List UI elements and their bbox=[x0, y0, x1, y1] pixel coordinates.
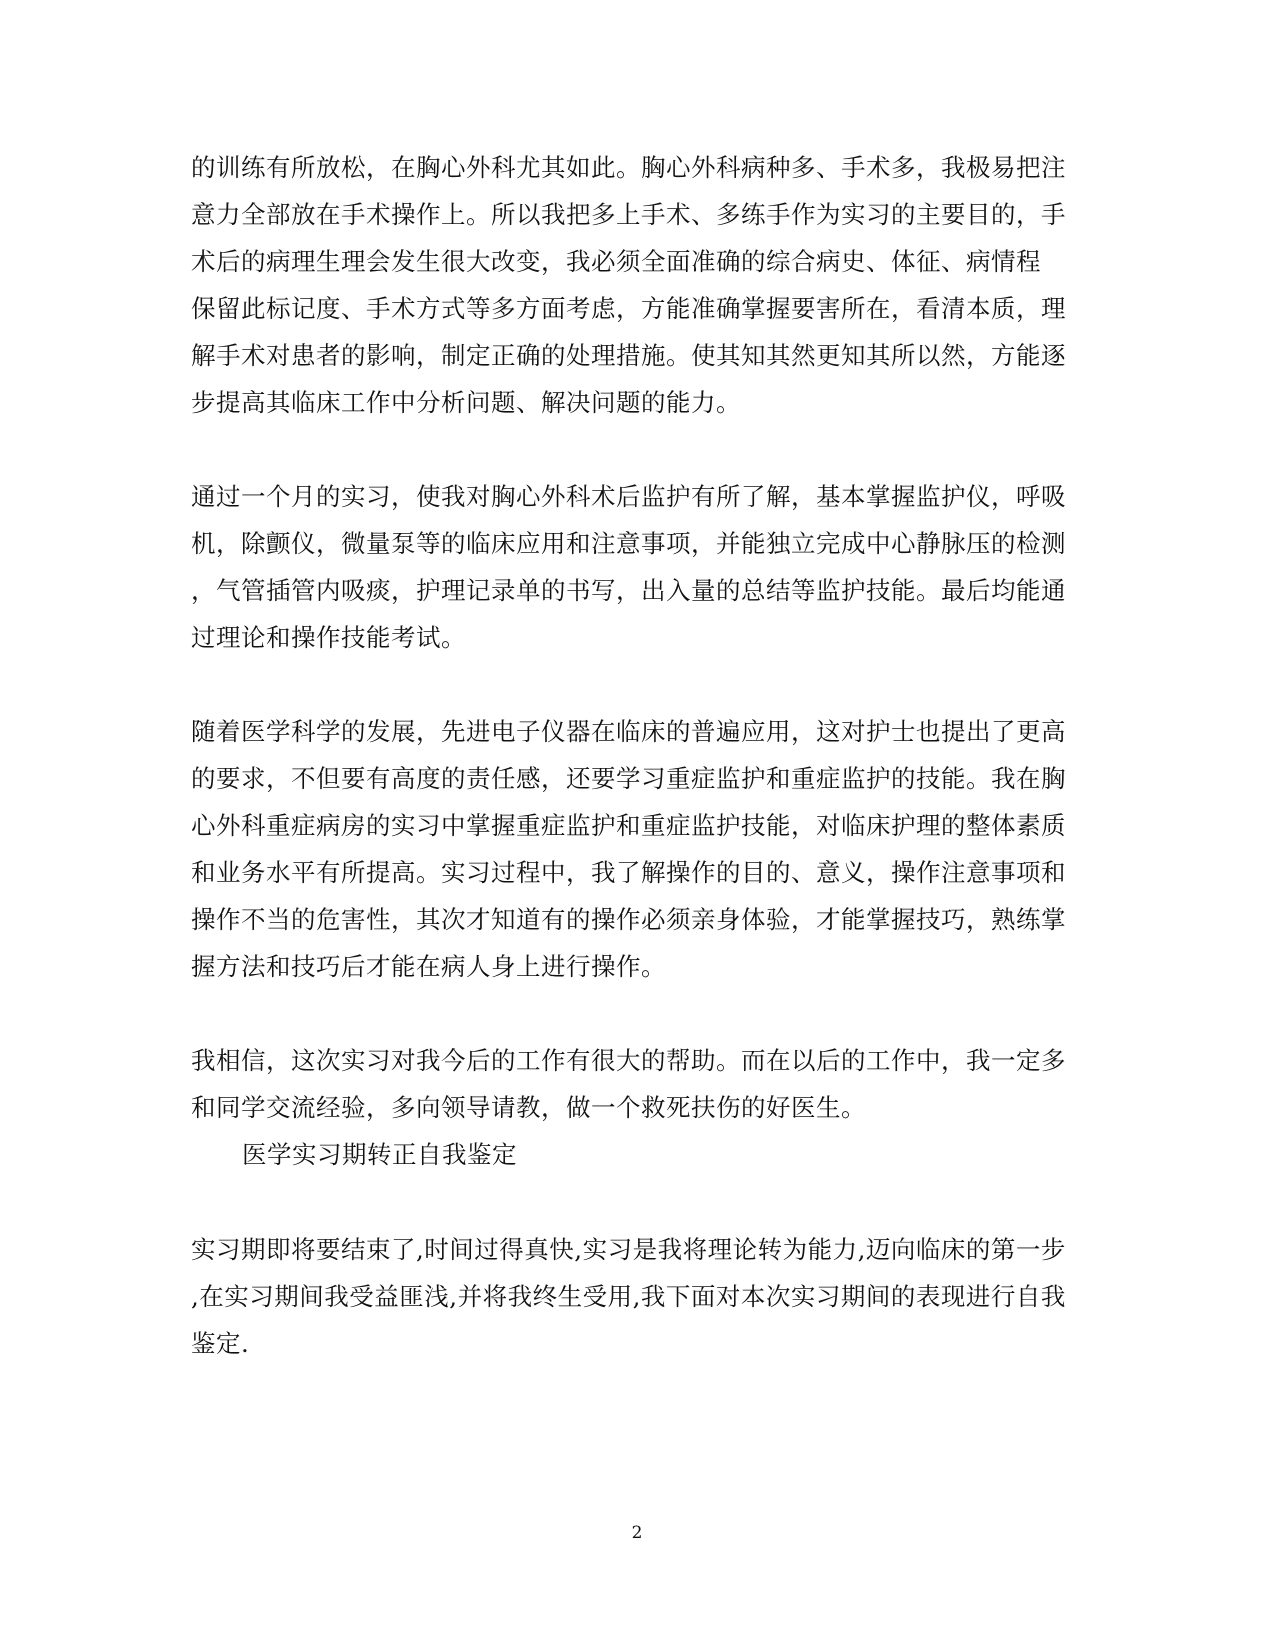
paragraph-3-line-1: 随着医学科学的发展，先进电子仪器在临床的普遍应用，这对护士也提出了更高 bbox=[191, 717, 1066, 746]
paragraph-1-line-6: 步提高其临床工作中分析问题、解决问题的能力。 bbox=[191, 388, 741, 417]
paragraph-3-line-6: 握方法和技巧后才能在病人身上进行操作。 bbox=[191, 952, 666, 981]
paragraph-2-line-1: 通过一个月的实习，使我对胸心外科术后监护有所了解，基本掌握监护仪，呼吸 bbox=[191, 482, 1066, 511]
paragraph-1-line-4: 保留此标记度、手术方式等多方面考虑，方能准确掌握要害所在，看清本质，理 bbox=[191, 294, 1066, 323]
paragraph-2-line-2: 机，除颤仪，微量泵等的临床应用和注意事项，并能独立完成中心静脉压的检测 bbox=[191, 529, 1066, 558]
paragraph-4-line-2: 和同学交流经验，多向领导请教，做一个救死扶伤的好医生。 bbox=[191, 1093, 866, 1122]
paragraph-1-line-1: 的训练有所放松，在胸心外科尤其如此。胸心外科病种多、手术多，我极易把注 bbox=[191, 153, 1066, 182]
paragraph-1-line-5: 解手术对患者的影响，制定正确的处理措施。使其知其然更知其所以然，方能逐 bbox=[191, 341, 1066, 370]
paragraph-3-line-5: 操作不当的危害性，其次才知道有的操作必须亲身体验，才能掌握技巧，熟练掌 bbox=[191, 905, 1066, 934]
paragraph-1-line-3: 术后的病理生理会发生很大改变，我必须全面准确的综合病史、体征、病情程 bbox=[191, 247, 1041, 276]
paragraph-3-line-2: 的要求，不但要有高度的责任感，还要学习重症监护和重症监护的技能。我在胸 bbox=[191, 764, 1066, 793]
paragraph-2-line-4: 过理论和操作技能考试。 bbox=[191, 623, 466, 652]
final-paragraph-line-1: 实习期即将要结束了,时间过得真快,实习是我将理论转为能力,迈向临床的第一步 bbox=[191, 1235, 1066, 1264]
paragraph-4-line-1: 我相信，这次实习对我今后的工作有很大的帮助。而在以后的工作中，我一定多 bbox=[191, 1046, 1066, 1075]
page-number: 2 bbox=[631, 1523, 643, 1543]
section-title: 医学实习期转正自我鉴定 bbox=[242, 1140, 517, 1169]
paragraph-2-line-3: ，气管插管内吸痰，护理记录单的书写，出入量的总结等监护技能。最后均能通 bbox=[191, 576, 1066, 605]
final-paragraph-line-2: ,在实习期间我受益匪浅,并将我终生受用,我下面对本次实习期间的表现进行自我 bbox=[191, 1282, 1066, 1311]
paragraph-3-line-4: 和业务水平有所提高。实习过程中，我了解操作的目的、意义，操作注意事项和 bbox=[191, 858, 1066, 887]
paragraph-1-line-2: 意力全部放在手术操作上。所以我把多上手术、多练手作为实习的主要目的，手 bbox=[191, 200, 1066, 229]
paragraph-3-line-3: 心外科重症病房的实习中掌握重症监护和重症监护技能，对临床护理的整体素质 bbox=[191, 811, 1066, 840]
final-paragraph-line-3: 鉴定. bbox=[191, 1329, 250, 1358]
